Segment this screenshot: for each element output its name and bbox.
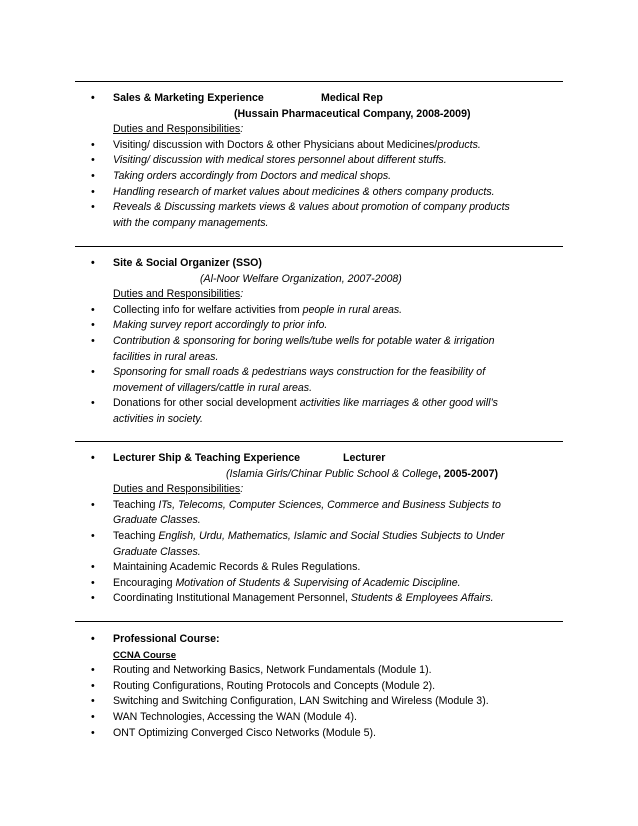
list-item: • Coordinating Institutional Management Personnel, Students & Employees Affairs. [91,591,571,607]
site-section [91,256,571,428]
divider-1 [75,246,563,247]
list-item: • WAN Technologies, Accessing the WAN (Module 4). [91,710,571,726]
list-item: • Reveals & Discussing markets views & values about promotion of company products [91,200,571,216]
sales-title: Sales & Marketing Experience [113,92,264,104]
lecturer-title: Lecturer Ship & Teaching Experience [113,452,301,464]
course-section [91,632,571,741]
divider-3 [75,621,563,622]
section-heading [91,451,571,467]
list-item: • Switching and Switching Configuration, LAN Switching and Wireless (Module 3). [91,694,571,710]
duties-label: Duties and Responsibilities: [113,123,244,136]
sales-section [91,91,571,231]
list-item: • Routing and Networking Basics, Network Fundamentals (Module 1). [91,663,571,679]
list-item-continued: Graduate Classes. [113,545,201,558]
lecturer-section [91,451,571,607]
course-title: Professional Course: [113,633,220,645]
sales-role: Medical Rep [321,92,383,104]
site-title: Site & Social Organizer (SSO) [113,257,262,269]
list-item-continued: facilities in rural areas. [113,350,219,363]
section-heading [91,632,571,648]
divider-top [75,81,563,82]
site-org: (Al-Noor Welfare Organization, 2007-2008) [200,272,402,285]
sales-company: (Hussain Pharmaceutical Company, 2008-2009) [234,107,471,120]
lecturer-role: Lecturer [343,452,386,464]
list-item: • Taking orders accordingly from Doctors and medical shops. [91,169,571,185]
list-item-continued: activities in society. [113,412,203,425]
list-item-continued: Graduate Classes. [113,514,201,527]
list-item: • Sponsoring for small roads & pedestrians ways construction for the feasibility of [91,365,571,381]
divider-2 [75,441,563,442]
list-item: • Visiting/ discussion with Doctors & other Physicians about Medicines/products. [91,138,571,154]
course-label: CCNA Course [113,649,177,661]
list-item: • Donations for other social development activities like marriages & other good will’s [91,396,571,412]
list-item: • Encouraging Motivation of Students & Supervising of Academic Discipline. [91,576,571,592]
org-line [91,272,571,288]
list-item: • Making survey report accordingly to prior info. [91,318,571,334]
list-item: • Collecting info for welfare activities from people in rural areas. [91,303,571,319]
list-item-continued: with the company managements. [113,216,269,229]
list-item: • Teaching English, Urdu, Mathematics, Islamic and Social Studies Subjects to Under [91,529,571,545]
list-item-continued: movement of villagers/cattle in rural areas. [113,381,313,394]
org-line [91,467,571,483]
company-line [91,107,571,123]
duties-label: Duties and Responsibilities: [113,483,244,496]
list-item: • Visiting/ discussion with medical stores personnel about different stuffs. [91,153,571,169]
list-item: • Handling research of market values about medicines & others company products. [91,185,571,201]
lecturer-org: (Islamia Girls/Chinar Public School & College, 2005-2007) [226,467,499,480]
list-item: • ONT Optimizing Converged Cisco Networks (Module 5). [91,726,571,742]
section-heading [91,256,571,272]
duties-label: Duties and Responsibilities: [113,288,244,301]
list-item: • Contribution & sponsoring for boring wells/tube wells for potable water & irrigation [91,334,571,350]
list-item: • Teaching ITs, Telecoms, Computer Sciences, Commerce and Business Subjects to [91,498,571,514]
section-heading [91,91,571,107]
list-item: • Maintaining Academic Records & Rules Regulations. [91,560,571,576]
list-item: • Routing Configurations, Routing Protocols and Concepts (Module 2). [91,679,571,695]
